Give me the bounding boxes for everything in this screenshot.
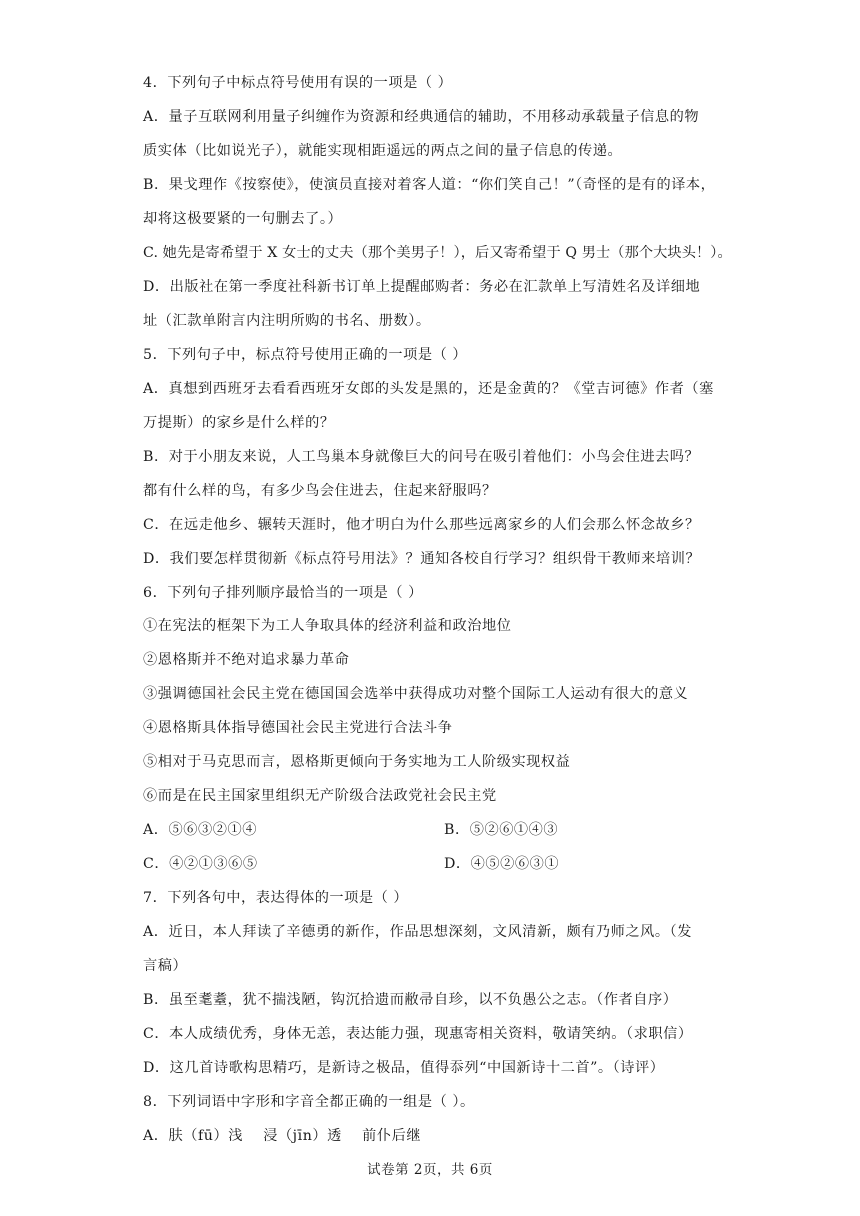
q7-option-a-cont: 言稿）	[143, 958, 188, 974]
question-4: 4．下列句子中标点符号使用有误的一项是（ ）	[143, 75, 453, 91]
q6-option-d: D．④⑤②⑥③①	[444, 856, 560, 872]
q4-option-a: A．量子互联网利用量子纠缠作为资源和经典通信的辅助，不用移动承载量子信息的物	[143, 109, 700, 125]
question-7: 7．下列各句中，表达得体的一项是（ ）	[143, 890, 409, 906]
q7-option-b: B．虽至耄耋，犹不揣浅陋，钩沉拾遗而敝帚自珍，以不负愚公之志。（作者自序）	[143, 992, 678, 1008]
q7-option-d: D．这几首诗歌构思精巧，是新诗之极品，值得忝列“中国新诗十二首”。（诗评）	[143, 1060, 665, 1076]
q4-option-a-cont: 质实体（比如说光子），就能实现相距遥远的两点之间的量子信息的传递。	[143, 143, 623, 159]
q4-option-b: B．果戈理作《按察使》，使演员直接对着客人道：“你们笑自己！”（奇怪的是有的译本，	[143, 177, 716, 193]
q6-sentence-2: ②恩格斯并不绝对追求暴力革命	[143, 652, 350, 668]
q6-sentence-5: ⑤相对于马克思而言，恩格斯更倾向于务实地为工人阶级实现权益	[143, 754, 571, 770]
q5-option-b: B．对于小朋友来说，人工鸟巢本身就像巨大的问号在吸引着他们：小鸟会住进去吗？	[143, 449, 700, 465]
q8-option-a: A．肤（fū）浅 浸（jīn）透 前仆后继	[143, 1128, 422, 1144]
q4-option-d-cont: 址（汇款单附言内注明所购的书名、册数）。	[143, 313, 431, 329]
page-footer: 试卷第 2页，共 6页	[367, 1162, 493, 1178]
question-6: 6．下列句子排列顺序最恰当的一项是（ ）	[143, 585, 423, 601]
q6-sentence-6: ⑥而是在民主国家里组织无产阶级合法政党社会民主党	[143, 788, 497, 804]
q5-option-a-cont: 万提斯）的家乡是什么样的？	[143, 415, 335, 431]
q6-option-b: B．⑤②⑥①④③	[444, 822, 559, 838]
q5-option-d: D．我们要怎样贯彻新《标点符号用法》？通知各校自行学习？组织骨干教师来培训？	[143, 551, 701, 567]
q5-option-c: C．在远走他乡、辗转天涯时，他才明白为什么那些远离家乡的人们会那么怀念故乡？	[143, 517, 700, 533]
q6-option-a: A．⑤⑥③②①④	[143, 822, 257, 838]
q6-sentence-4: ④恩格斯具体指导德国社会民主党进行合法斗争	[143, 720, 453, 736]
q6-sentence-1: ①在宪法的框架下为工人争取具体的经济利益和政治地位	[143, 618, 512, 634]
q4-option-d: D．出版社在第一季度社科新书订单上提醒邮购者：务必在汇款单上写清姓名及详细地	[143, 279, 701, 295]
question-8: 8．下列词语中字形和字音全都正确的一组是（ ）。	[143, 1094, 475, 1110]
q5-option-a: A．真想到西班牙去看看西班牙女郎的头发是黑的，还是金黄的？《堂吉诃德》作者（塞	[143, 381, 714, 397]
q7-option-a: A．近日，本人拜读了辛德勇的新作，作品思想深刻，文风清新，颇有乃师之风。（发	[143, 924, 692, 940]
q4-option-b-cont: 却将这极要紧的一句删去了。）	[143, 211, 343, 227]
question-5: 5．下列句子中，标点符号使用正确的一项是（ ）	[143, 347, 468, 363]
q6-option-c: C．④②①③⑥⑤	[143, 856, 258, 872]
q6-sentence-3: ③强调德国社会民主党在德国国会选举中获得成功对整个国际工人运动有很大的意义	[143, 686, 689, 702]
q5-option-b-cont: 都有什么样的鸟，有多少鸟会住进去，住起来舒服吗？	[143, 483, 497, 499]
q4-option-c: C. 她先是寄希望于 X 女士的丈夫（那个美男子！），后又寄希望于 Q 男士（那个大块头！）。	[143, 245, 732, 261]
q7-option-c: C．本人成绩优秀，身体无恙，表达能力强，现惠寄相关资料，敬请笑纳。（求职信）	[143, 1026, 693, 1042]
